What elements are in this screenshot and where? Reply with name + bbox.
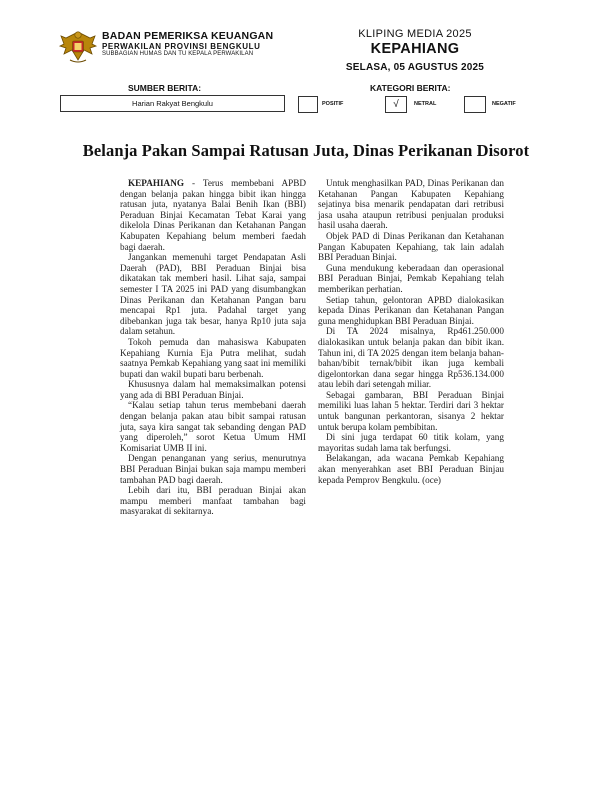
article-paragraph: Setiap tahun, gelontoran APBD dialokasikan kepada Dinas Perikanan dan Ketahanan Pangan guna menghidupkan BBI Peraduan Binjai. — [318, 294, 504, 326]
article-paragraph: Belakangan, ada wacana Pemkab Kepahiang akan menyerahkan aset BBI Peraduan Binjau kepada Pemprov Bengkulu. (oce) — [318, 453, 504, 485]
article-paragraph: Di TA 2024 misalnya, Rp461.250.000 dialokasikan untuk belanja pakan dan bibit ikan. Tahun ini, di TA 2025 dengan item belanja bahan-bahan/bibit ternak/bibit ikan juga kembali digelontorkan dana segar hingga Rp536.134.000 atau lebih dari setengah miliar. — [318, 326, 504, 390]
org-division: PERWAKILAN PROVINSI BENGKULU — [102, 42, 261, 52]
source-label: SUMBER BERITA: — [128, 83, 202, 93]
source-field: Harian Rakyat Bengkulu — [60, 95, 285, 112]
article-paragraph: Jangankan memenuhi target Pendapatan Asli Daerah (PAD), BBI Peraduan Binjai bisa dikatakan tak memberi hasil. Lihat saja, sampai semester I TA 2025 ini PAD yang disumbangkan Dinas Perikanan dan Ketahanan Pangan baru mencapai Rp1 juta. Padahal target yang dibebankan juga tak besar, hanya Rp10 juta saja dalam setahun. — [120, 252, 306, 337]
article-paragraph: Objek PAD di Dinas Perikanan dan Ketahanan Pangan Kabupaten Kepahiang, tak lain adalah BBI Peraduan Binjai. — [318, 230, 504, 263]
article-paragraph: Guna mendukung keberadaan dan operasional BBI Peraduan Binjai, Pemkab Kepahiang telah memberikan perhatian. — [318, 262, 504, 294]
article-paragraph: Sebagai gambaran, BBI Peraduan Binjai memiliki luas lahan 5 hektar. Terdiri dari 3 hektar untuk bangunan perkantoran, sisanya 2 hektar untuk berupa kolam pembibitan. — [318, 389, 504, 432]
article-paragraph: “Kalau setiap tahun terus membebani daerah dengan belanja pakan atau bibit sampai ratusan juta, saya kira sangat tak sebanding dengan PAD yang diperoleh,” sorot Ketua Umum HMI Komisariat UMB II ini. — [120, 400, 306, 453]
negatif-checkbox — [464, 96, 486, 113]
org-subdivision: SUBBAGIAN HUMAS DAN TU KEPALA PERWAKILAN — [102, 51, 254, 58]
dateline: KEPAHIANG — [128, 178, 184, 188]
garuda-emblem-icon — [58, 26, 98, 66]
article-headline: Belanja Pakan Sampai Ratusan Juta, Dinas Perikanan Disorot — [82, 141, 530, 160]
article-paragraph: Dengan penanganan yang serius, menurutnya BBI Peraduan Binjai bukan saja mampu memberi tambahan PAD bagi daerah. — [120, 453, 306, 485]
category-label: KATEGORI BERITA: — [370, 83, 451, 93]
kliping-title: KLIPING MEDIA 2025 — [358, 28, 472, 40]
positif-label: POSITIF — [322, 101, 344, 107]
article-paragraph: KEPAHIANG - Terus membebani APBD dengan belanja pakan hingga bibit ikan hingga ratusan juta, nyatanya Balai Benih Ikan (BBI) Peraduan Binjai Kecamatan Tebat Karai yang dikelola Dinas Perikanan dan Ketahanan Pangan Kabupaten Kepahiang belum memberi faedah bagi daerah. — [120, 178, 306, 252]
publication-date: SELASA, 05 AGUSTUS 2025 — [345, 62, 485, 73]
organization-block — [102, 30, 273, 58]
article-paragraph: Khususnya dalam hal memaksimalkan potensi yang ada di BBI Peraduan Binjai. — [120, 379, 306, 400]
article-paragraph: Lebih dari itu, BBI peraduan Binjai akan mampu memberi manfaat tambahan bagi masyarakat di sekitarnya. — [120, 485, 306, 517]
positif-checkbox — [298, 96, 318, 113]
netral-checkbox: √ — [385, 96, 407, 113]
negatif-label: NEGATIF — [492, 101, 516, 107]
article-paragraph: Tokoh pemuda dan mahasiswa Kabupaten Kepahiang Kurnia Eja Putra melihat, sudah saatnya Pemkab Kepahiang yang saat ini memiliki bupati dan wakil bupati baru berbenah. — [120, 336, 306, 379]
article-column-right — [318, 178, 504, 485]
netral-label: NETRAL — [414, 101, 437, 107]
article-paragraph: Di sini juga terdapat 60 titik kolam, yang mayoritas sudah lama tak berfungsi. — [318, 432, 504, 453]
article-column-left — [120, 178, 306, 517]
region-title: KEPAHIANG — [370, 41, 460, 57]
media-info — [330, 28, 500, 73]
org-name: BADAN PEMERIKSA KEUANGAN — [102, 30, 274, 42]
article-paragraph: Untuk menghasilkan PAD, Dinas Perikanan dan Ketahanan Pangan Kabupaten Kepahiang sejatinya bisa menarik pendapatan dari retribusi jasa usaha ataupun retribusi penjualan produksi hasil usaha daerah. — [318, 178, 504, 231]
